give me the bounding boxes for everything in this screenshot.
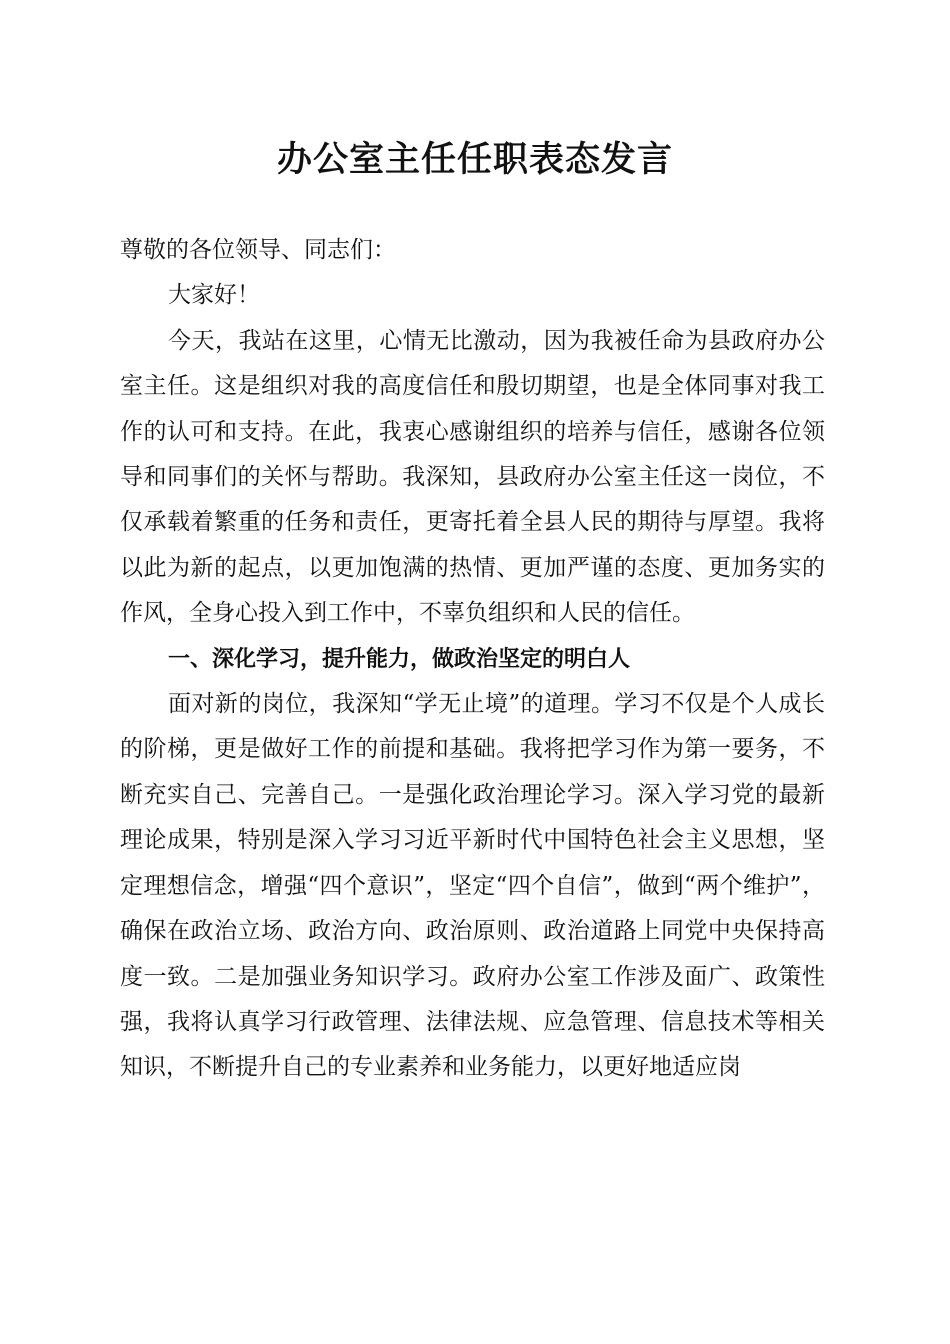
document-body: [120, 228, 825, 1091]
paragraph: 面对新的岗位，我深知“学无止境”的道理。学习不仅是个人成长的阶梯，更是做好工作的前提和基础。我将把学习作为第一要务，不断充实自己、完善自己。一是强化政治理论学习。深入学习党的最新理论成果，特别是深入学习习近平新时代中国特色社会主义思想，坚定理想信念，增强“四个意识”，坚定“四个自信”，做到“两个维护”，确保在政治立场、政治方向、政治原则、政治道路上同党中央保持高度一致。二是加强业务知识学习。政府办公室工作涉及面广、政策性强，我将认真学习行政管理、法律法规、应急管理、信息技术等相关知识，不断提升自己的专业素养和业务能力，以更好地适应岗: [120, 691, 825, 1081]
section-heading: 一、深化学习，提升能力，做政治坚定的明白人: [168, 646, 631, 672]
salutation: 尊敬的各位领导、同志们：: [120, 237, 396, 263]
document-title: 办公室主任任职表态发言: [276, 139, 673, 180]
paragraph: 今天，我站在这里，心情无比激动，因为我被任命为县政府办公室主任。这是组织对我的高度信任和殷切期望，也是全体同事对我工作的认可和支持。在此，我衷心感谢组织的培养与信任，感谢各位领导和同事们的关怀与帮助。我深知，县政府办公室主任这一岗位，不仅承载着繁重的任务和责任，更寄托着全县人民的期待与厚望。我将以此为新的起点，以更加饱满的热情、更加严谨的态度、更加务实的作风，全身心投入到工作中，不辜负组织和人民的信任。: [120, 327, 825, 627]
greeting: 大家好！: [168, 282, 260, 309]
